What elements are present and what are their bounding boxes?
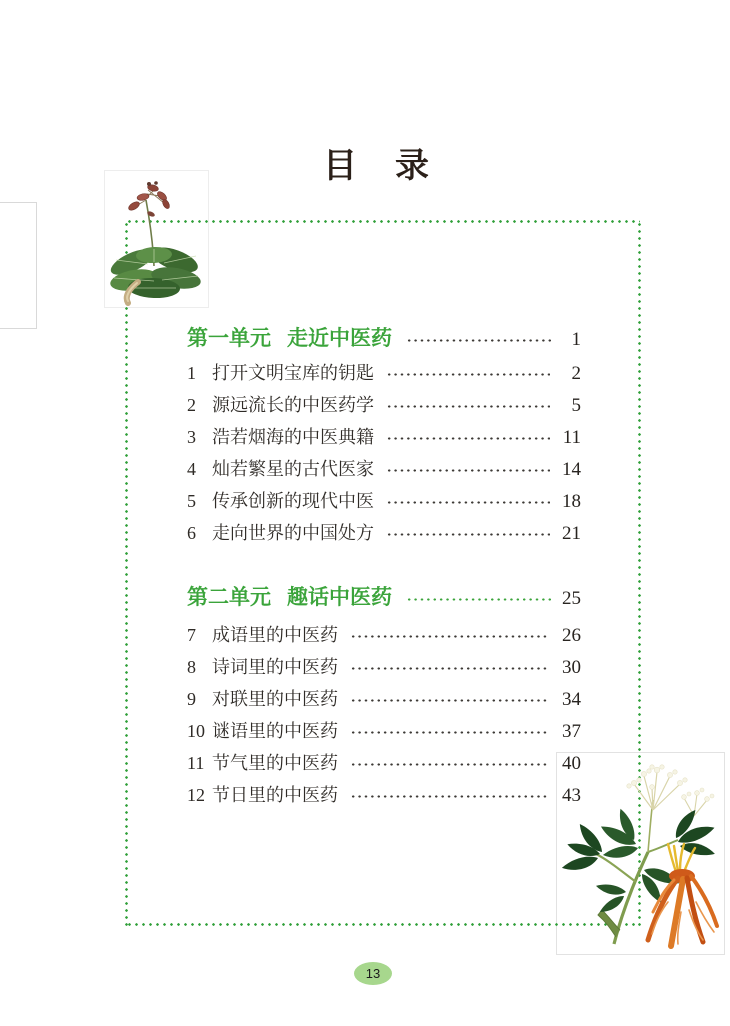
dot-leader <box>350 635 550 638</box>
entry-number: 5 <box>187 491 196 511</box>
entry-number: 12 <box>187 785 205 805</box>
entry-page-number: 40 <box>562 753 581 774</box>
dotted-frame-left <box>125 221 128 926</box>
toc-entry <box>187 490 581 512</box>
entry-title: 源远流长的中医药学 <box>212 395 374 415</box>
unit-title: 趣话中医药 <box>287 586 392 609</box>
dot-leader <box>406 339 551 342</box>
entry-title: 浩若烟海的中医典籍 <box>212 427 374 447</box>
toc-entry <box>187 458 581 480</box>
entry-number: 1 <box>187 363 196 383</box>
dot-leader <box>350 699 550 702</box>
entry-page-number: 30 <box>562 657 581 678</box>
entry-number: 6 <box>187 523 196 543</box>
entry-title: 打开文明宝库的钥匙 <box>212 363 374 383</box>
toc-entry <box>187 784 581 806</box>
entry-title: 节日里的中医药 <box>212 785 338 805</box>
unit-title: 走近中医药 <box>287 327 392 350</box>
entry-page-number: 2 <box>571 363 581 384</box>
unit-label: 第二单元 <box>187 586 271 609</box>
dot-leader <box>386 533 550 536</box>
page-number-badge <box>354 962 392 985</box>
page-number: 13 <box>365 966 381 981</box>
entry-page-number: 26 <box>562 625 581 646</box>
toc-entry <box>187 752 581 774</box>
entry-number: 10 <box>187 721 205 741</box>
unit-label: 第一单元 <box>187 327 271 350</box>
entry-number: 7 <box>187 625 196 645</box>
entry-page-number: 14 <box>562 459 581 480</box>
unit-heading <box>187 585 581 611</box>
unit-page-number: 25 <box>562 588 581 609</box>
entry-title: 成语里的中医药 <box>212 625 338 645</box>
toc-entry <box>187 688 581 710</box>
entry-number: 9 <box>187 689 196 709</box>
dot-leader <box>386 405 550 408</box>
unit-page-number: 1 <box>571 329 581 350</box>
entry-page-number: 37 <box>562 721 581 742</box>
entry-page-number: 11 <box>562 427 581 448</box>
entry-page-number: 43 <box>562 785 581 806</box>
entry-title: 走向世界的中国处方 <box>212 523 374 543</box>
angelica-plant-illustration <box>556 752 723 953</box>
unit-heading <box>187 326 581 352</box>
page-title: 目 录 <box>323 147 431 185</box>
entry-title: 谜语里的中医药 <box>212 721 338 741</box>
toc-entry <box>187 522 581 544</box>
entry-title: 诗词里的中医药 <box>212 657 338 677</box>
toc-entry <box>187 362 581 384</box>
dot-leader <box>386 373 550 376</box>
entry-page-number: 21 <box>562 523 581 544</box>
dot-leader <box>386 501 550 504</box>
dot-leader <box>406 598 551 601</box>
toc-entry <box>187 426 581 448</box>
entry-title: 节气里的中医药 <box>212 753 338 773</box>
entry-page-number: 34 <box>562 689 581 710</box>
entry-number: 3 <box>187 427 196 447</box>
toc-unit-2 <box>187 585 581 816</box>
entry-number: 4 <box>187 459 196 479</box>
dot-leader <box>350 667 550 670</box>
entry-page-number: 18 <box>562 491 581 512</box>
dot-leader <box>350 731 550 734</box>
dot-leader <box>386 469 550 472</box>
toc-unit-1 <box>187 326 581 554</box>
entry-title: 对联里的中医药 <box>212 689 338 709</box>
dot-leader <box>386 437 550 440</box>
entry-number: 2 <box>187 395 196 415</box>
page-edge-tab <box>0 202 37 329</box>
entry-number: 11 <box>187 753 205 773</box>
dot-leader <box>350 763 550 766</box>
entry-title: 灿若繁星的古代医家 <box>212 459 374 479</box>
entry-number: 8 <box>187 657 196 677</box>
toc-entry <box>187 656 581 678</box>
toc-entry <box>187 720 581 742</box>
entry-title: 传承创新的现代中医 <box>212 491 374 511</box>
entry-page-number: 5 <box>571 395 581 416</box>
rehmannia-plant-illustration <box>104 170 207 306</box>
toc-entry <box>187 624 581 646</box>
toc-entry <box>187 394 581 416</box>
dot-leader <box>350 795 550 798</box>
